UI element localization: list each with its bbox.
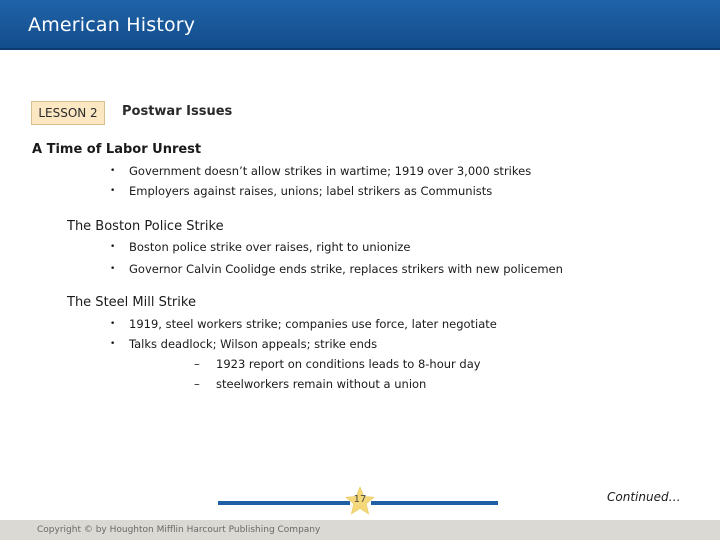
bullet-text: Boston police strike over raises, right to unionize bbox=[129, 240, 411, 254]
bullet-marker: • bbox=[110, 339, 116, 349]
bullet-text: Employers against raises, unions; label strikers as Communists bbox=[129, 184, 493, 198]
copyright-text: Copyright © by Houghton Mifflin Harcourt Publishing Company bbox=[37, 525, 321, 535]
section-heading-boston-police: The Boston Police Strike bbox=[67, 219, 224, 234]
continued-label: Continued… bbox=[607, 490, 681, 504]
dash-marker: – bbox=[194, 357, 200, 371]
lesson-title: Postwar Issues bbox=[122, 104, 233, 119]
bullet-marker: • bbox=[110, 166, 116, 176]
bullet-marker: • bbox=[110, 264, 116, 274]
sub-bullet-text: steelworkers remain without a union bbox=[216, 377, 427, 391]
sub-bullet-item bbox=[194, 357, 481, 371]
sub-bullet-item bbox=[194, 377, 427, 391]
bullet-item bbox=[110, 164, 532, 178]
title-bar bbox=[0, 0, 720, 50]
bullet-marker: • bbox=[110, 186, 116, 196]
sub-bullet-text: 1923 report on conditions leads to 8-hour day bbox=[216, 357, 481, 371]
bullet-text: 1919, steel workers strike; companies use force, later negotiate bbox=[129, 317, 497, 331]
section-heading-labor-unrest: A Time of Labor Unrest bbox=[32, 142, 202, 157]
bullet-item bbox=[110, 317, 497, 331]
bullet-text: Governor Calvin Coolidge ends strike, replaces strikers with new policemen bbox=[129, 262, 563, 276]
bullet-text: Government doesn’t allow strikes in wartime; 1919 over 3,000 strikes bbox=[129, 164, 532, 178]
dash-marker: – bbox=[194, 377, 200, 391]
section-heading-steel-mill: The Steel Mill Strike bbox=[67, 295, 196, 310]
bullet-item bbox=[110, 240, 411, 254]
bullet-marker: • bbox=[110, 242, 116, 252]
page-number: 17 bbox=[353, 494, 367, 505]
bullet-item bbox=[110, 337, 378, 351]
bullet-item bbox=[110, 184, 493, 198]
footer-rule-right bbox=[371, 501, 498, 505]
bullet-marker: • bbox=[110, 319, 116, 329]
footer-rule-left bbox=[218, 501, 350, 505]
lesson-badge: LESSON 2 bbox=[31, 101, 105, 125]
bullet-item bbox=[110, 262, 563, 276]
presentation-title: American History bbox=[28, 14, 196, 36]
bullet-text: Talks deadlock; Wilson appeals; strike ends bbox=[129, 337, 378, 351]
